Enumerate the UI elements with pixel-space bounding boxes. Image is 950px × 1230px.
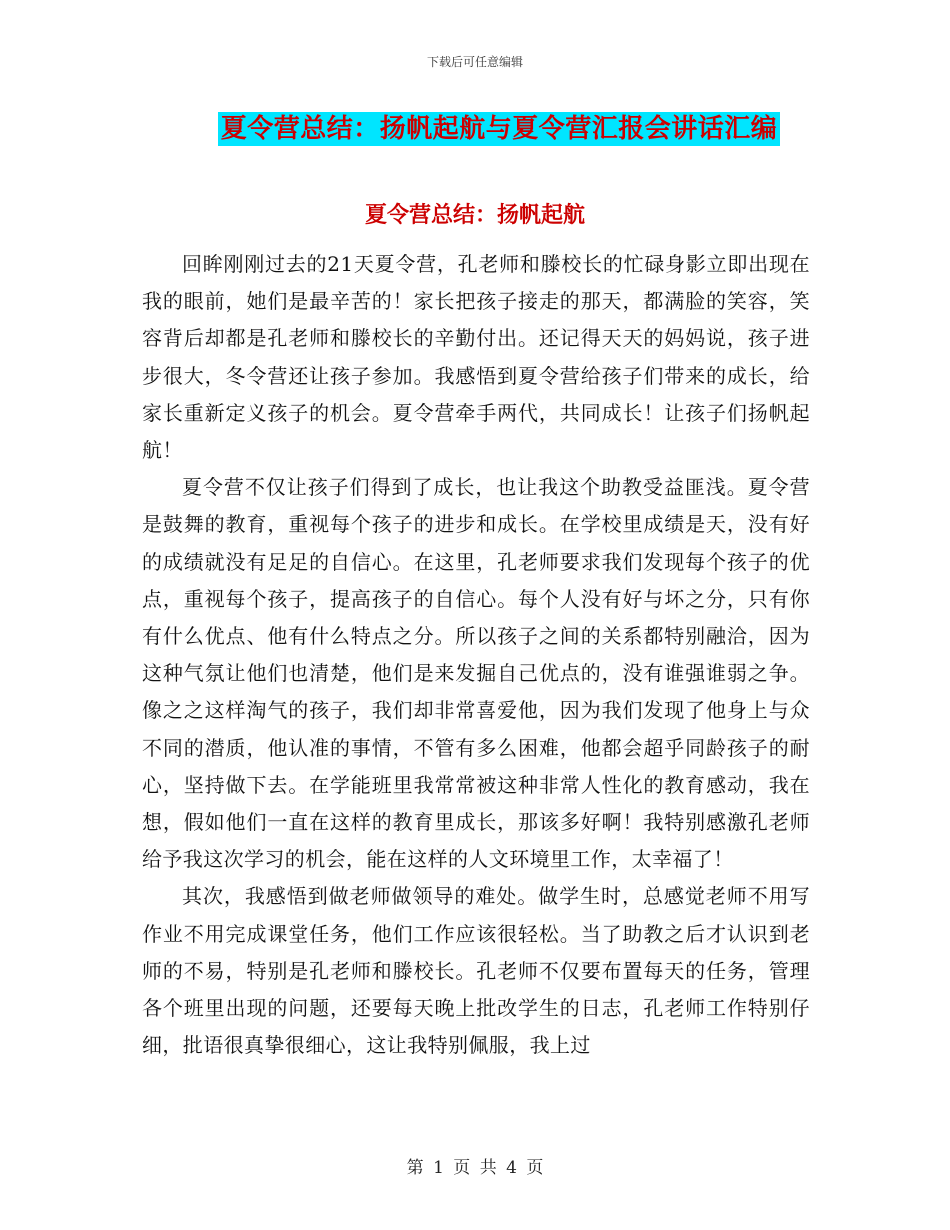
document-body — [142, 246, 810, 1064]
page-number-footer: 第 1 页 共 4 页 — [406, 1158, 544, 1178]
document-title-text: 夏令营总结：扬帆起航与夏令营汇报会讲话汇编 — [218, 112, 781, 146]
section-title: 夏令营总结：扬帆起航 — [364, 202, 585, 228]
body-paragraph: 回眸刚刚过去的21天夏令营，孔老师和滕校长的忙碌身影立即出现在我的眼前，她们是最辛苦的！家长把孩子接走的那天，都满脸的笑容，笑容背后却都是孔老师和滕校长的辛勤付出。还记得天天的妈妈说，孩子进步很大，冬令营还让孩子参加。我感悟到夏令营给孩子们带来的成长，给家长重新定义孩子的机会。夏令营牵手两代，共同成长！让孩子们扬帆起航！ — [142, 252, 810, 463]
page-header-note: 下载后可任意编辑 — [426, 55, 523, 69]
body-paragraph: 夏令营不仅让孩子们得到了成长，也让我这个助教受益匪浅。夏令营是鼓舞的教育，重视每个孩子的进步和成长。在学校里成绩是天，没有好的成绩就没有足足的自信心。在这里，孔老师要求我们发现每个孩子的优点，重视每个孩子，提高孩子的自信心。每个人没有好与坏之分，只有你有什么优点、他有什么特点之分。所以孩子之间的关系都特别融洽，因为这种气氛让他们也清楚，他们是来发掘自己优点的，没有谁强谁弱之争。像之之这样淘气的孩子，我们却非常喜爱他，因为我们发现了他身上与众不同的潜质，他认准的事情，不管有多么困难，他都会超乎同龄孩子的耐心，坚持做下去。在学能班里我常常被这种非常人性化的教育感动，我在想，假如他们一直在这样的教育里成长，那该多好啊！我特别感激孔老师给予我这次学习的机会，能在这样的人文环境里工作，太幸福了！ — [142, 475, 810, 872]
document-title — [0, 112, 950, 146]
body-paragraph: 其次，我感悟到做老师做领导的难处。做学生时，总感觉老师不用写作业不用完成课堂任务，他们工作应该很轻松。当了助教之后才认识到老师的不易，特别是孔老师和滕校长。孔老师不仅要布置每天的任务，管理各个班里出现的问题，还要每天晚上批改学生的日志，孔老师工作特别仔细，批语很真挚很细心，这让我特别佩服，我上过 — [142, 884, 810, 1058]
